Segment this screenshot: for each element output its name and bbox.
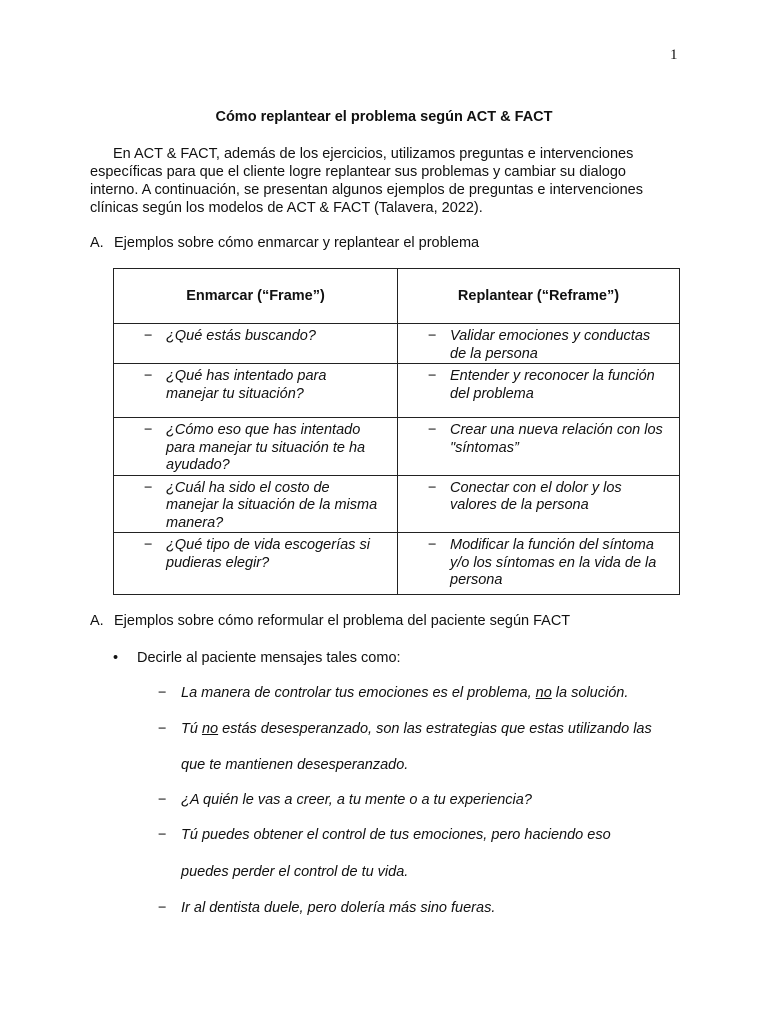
section-letter: A.: [90, 613, 104, 629]
cell-line: ¿Cuál ha sido el costo de: [166, 479, 330, 496]
message-item: [158, 721, 652, 737]
dash: −: [428, 328, 437, 344]
bullet-symbol: •: [113, 650, 119, 666]
section-heading-frame: [90, 235, 479, 251]
table-cell-frame: [114, 533, 398, 595]
cell-line: de la persona: [450, 345, 538, 362]
cell-line: ¿Qué estás buscando?: [166, 328, 316, 344]
intro-paragraph: [90, 145, 690, 217]
dash: −: [144, 422, 153, 438]
dash: −: [428, 537, 437, 553]
message-text: estás desesperanzado, son las estrategias que estas utilizando las: [218, 721, 652, 737]
dash: −: [144, 537, 153, 553]
message-item: [158, 827, 611, 843]
cell-line: Modificar la función del síntoma: [450, 537, 654, 553]
message-text: Tú puedes obtener el control de tus emociones, pero haciendo eso: [181, 827, 611, 843]
message-emphasis: no: [535, 685, 552, 701]
table-header-reframe: Replantear (“Reframe”): [398, 269, 680, 324]
intro-line: clínicas según los modelos de ACT & FACT (Talavera, 2022).: [90, 200, 483, 216]
cell-line: Crear una nueva relación con los: [450, 422, 663, 438]
table-cell-frame: [114, 475, 398, 533]
message-item: [158, 900, 495, 916]
message-item: [158, 685, 628, 701]
cell-line: ¿Qué tipo de vida escogerías si: [166, 537, 370, 553]
table-cell-frame: [114, 418, 398, 476]
message-item: [158, 792, 532, 808]
cell-line: para manejar tu situación te ha: [166, 439, 366, 456]
dash: −: [144, 328, 153, 344]
dash: −: [144, 479, 153, 496]
cell-line: Entender y reconocer la función: [450, 368, 655, 384]
cell-line: "síntomas”: [450, 439, 519, 456]
intro-line: En ACT & FACT, además de los ejercicios, utilizamos preguntas e intervenciones: [113, 146, 634, 162]
frame-reframe-table: [113, 268, 680, 595]
message-text: La manera de controlar tus emociones es el problema,: [181, 685, 536, 701]
cell-line: manejar tu situación?: [166, 385, 304, 402]
cell-line: del problema: [450, 385, 534, 402]
table-cell-reframe: [398, 418, 680, 476]
message-continuation: que te mantienen desesperanzado.: [181, 757, 409, 773]
table-cell-reframe: [398, 364, 680, 418]
table-cell-reframe: [398, 324, 680, 364]
section-letter: A.: [90, 235, 104, 251]
message-text: la solución.: [551, 685, 629, 701]
cell-line: valores de la persona: [450, 497, 589, 513]
section-text: Ejemplos sobre cómo enmarcar y replantear el problema: [114, 235, 480, 251]
cell-line: pudieras elegir?: [166, 554, 270, 571]
dash: −: [158, 721, 167, 737]
dash: −: [428, 368, 437, 384]
page-number: 1: [670, 47, 678, 63]
cell-line: y/o los síntomas en la vida de la: [450, 554, 657, 571]
table-cell-frame: [114, 324, 398, 364]
cell-line: manera?: [166, 514, 224, 531]
dash: −: [158, 685, 167, 701]
document-title: Cómo replantear el problema según ACT & FACT: [215, 109, 553, 125]
cell-line: Conectar con el dolor y los: [450, 479, 622, 496]
section-heading-fact: [90, 613, 570, 629]
bullet-text: Decirle al paciente mensajes tales como:: [137, 650, 401, 666]
table-cell-reframe: [398, 533, 680, 595]
table-cell-frame: [114, 364, 398, 418]
dash: −: [158, 900, 167, 916]
bullet-item: [113, 650, 401, 666]
cell-line: manejar la situación de la misma: [166, 497, 378, 513]
cell-line: ¿Cómo eso que has intentado: [166, 422, 361, 438]
section-text: Ejemplos sobre cómo reformular el problema del paciente según FACT: [114, 613, 571, 629]
dash: −: [428, 479, 437, 496]
message-emphasis: no: [201, 721, 219, 737]
intro-line: interno. A continuación, se presentan algunos ejemplos de preguntas e intervenciones: [90, 182, 643, 198]
message-continuation: puedes perder el control de tu vida.: [181, 864, 409, 880]
dash: −: [144, 368, 153, 384]
cell-line: persona: [450, 572, 503, 588]
table-cell-reframe: [398, 475, 680, 533]
dash: −: [158, 827, 167, 843]
message-text: Tú: [181, 721, 202, 737]
dash: −: [158, 792, 167, 808]
cell-line: ¿Qué has intentado para: [166, 368, 327, 384]
message-text: ¿A quién le vas a creer, a tu mente o a tu experiencia?: [181, 792, 532, 808]
intro-line: específicas para que el cliente logre replantear sus problemas y cambiar su dialogo: [90, 164, 626, 180]
table-header-frame: Enmarcar (“Frame”): [114, 269, 398, 324]
dash: −: [428, 422, 437, 438]
message-text: Ir al dentista duele, pero dolería más sino fueras.: [181, 900, 496, 916]
cell-line: Validar emociones y conductas: [450, 328, 651, 344]
cell-line: ayudado?: [166, 457, 230, 473]
